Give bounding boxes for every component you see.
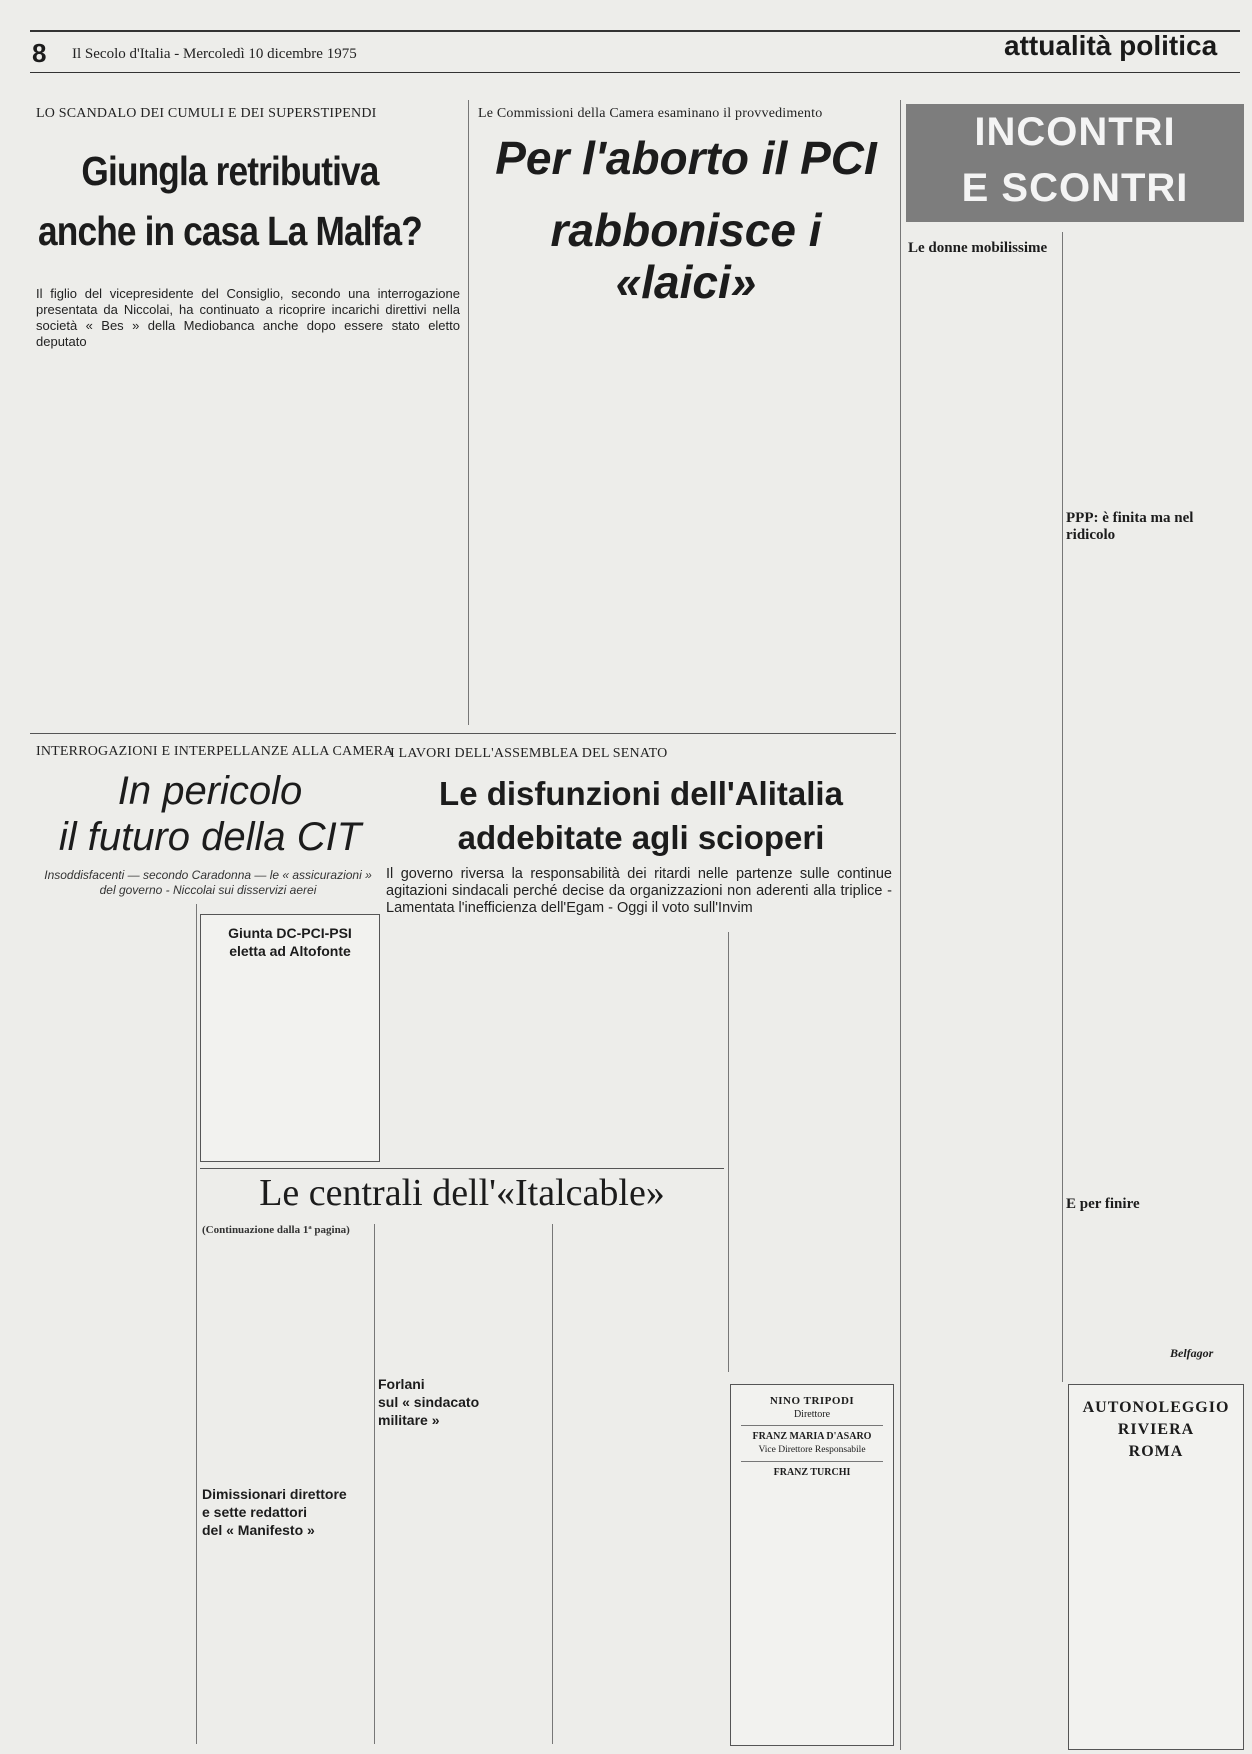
colophon-director-name: NINO TRIPODI [769,1395,855,1407]
headline-alitalia-2: addebitate agli scioperi [457,819,825,856]
headline-aborto-2: rabbonisce i «laici» [550,204,822,308]
rubrica-item3-title: E per finire [1066,1196,1140,1212]
rubrica-title-1: INCONTRI [974,110,1176,154]
body-italcable-col1 [202,1240,370,1470]
advert-box [1068,1384,1244,1750]
body-italcable-col3 [556,1224,724,1544]
body-aborto-col1 [486,268,614,708]
headline-aborto-1: Per l'aborto il PCI [495,132,877,184]
italcable-continuation: (Continuazione dalla 1ª pagina) [202,1224,350,1236]
column-divider [468,100,469,725]
colophon-details [739,1487,885,1739]
forlani-text [378,1436,546,1736]
advert-line2: RIVIERA [1117,1421,1195,1438]
forlani-title-1: Forlani [378,1376,425,1392]
deck-cit: Insoddisfacenti — secondo Caradonna — le « assicurazioni » del governo - Niccolai sui disservizi aerei [44,868,372,897]
body-alitalia-col2 [562,932,724,1160]
headline-alitalia-1: Le disfunzioni dell'Alitalia [439,775,843,812]
rubrica-col2-text-c [1066,1218,1236,1338]
colophon-divider [741,1425,883,1426]
column-divider [728,932,729,1372]
column-divider [552,1224,553,1744]
body-alitalia-col1 [390,932,552,1160]
header-rule [30,72,1240,73]
deck-alitalia: Il governo riversa la responsabilità dei ritardi nelle partenze sulle continue agitazioni sindacali perché decise da organizzazioni non aderenti alla triplice - Lamentata l'inefficienza dell'Egam - Oggi il voto sull'Invim [386,866,892,916]
section-title: attualità politica [1004,30,1218,61]
rubrica-title-2: E SCONTRI [961,166,1189,210]
column-divider [374,1224,375,1744]
headline-cumuli-1: Giungla retributiva [81,148,379,194]
rubrica-col2-text-b [1066,548,1236,1188]
rubrica-signature: Belfagor [1170,1346,1214,1360]
colophon-box [730,1384,894,1746]
rubrica-item2-title: PPP: è finita ma nel ridicolo [1066,510,1194,543]
box-giunta [200,914,380,1162]
colophon-manager-role: Vice Direttore Responsabile [758,1445,866,1455]
giunta-text [209,969,371,1155]
body-cumuli-col2 [248,352,460,712]
headline-italcable: Le centrali dell'«Italcable» [259,1172,665,1214]
colophon-third-name: FRANZ TURCHI [773,1467,851,1478]
body-aborto-col3 [758,268,888,708]
column-divider [1062,232,1063,1382]
manifesto-title-3: del « Manifesto » [202,1522,315,1538]
forlani-title-3: militare » [378,1412,440,1428]
giunta-title-1: Giunta DC-PCI-PSI [228,925,352,941]
advert-details [1077,1475,1235,1741]
box-manifesto [202,1480,370,1744]
forlani-title-2: sul « sindacato [378,1394,480,1410]
manifesto-title-1: Dimissionari direttore [202,1486,347,1502]
colophon-director-role: Direttore [793,1409,831,1420]
section-rule [200,1168,724,1169]
masthead: Il Secolo d'Italia - Mercoledì 10 dicembre 1975 [72,46,357,62]
rubrica-col1-text-b [908,806,1058,1746]
colophon-manager-name: FRANZ MARIA D'ASARO [752,1431,872,1442]
manifesto-title-2: e sette redattori [202,1504,308,1520]
rubrica-col1-text-a [908,280,1058,800]
body-aborto-col2 [622,268,750,708]
advert-line3: ROMA [1128,1443,1184,1460]
kicker-cit: INTERROGAZIONI E INTERPELLANZE ALLA CAMERA [36,744,394,759]
column-divider [196,904,197,1744]
colophon-divider [741,1461,883,1462]
advert-line1: AUTONOLEGGIO [1082,1399,1230,1416]
section-rule [30,733,896,734]
giunta-title-2: eletta ad Altofonte [229,943,351,959]
body-italcable-col2 [378,1224,548,1364]
body-alitalia-col3 [734,932,894,1376]
headline-cit-1: In pericolo [117,769,303,813]
manifesto-text [202,1548,368,1738]
rubrica-banner [906,104,1244,222]
column-divider [900,100,901,1750]
kicker-cumuli: LO SCANDALO DEI CUMULI E DEI SUPERSTIPENDI [36,106,377,121]
page-number: 8 [32,38,47,68]
headline-cumuli-2: anche in casa La Malfa? [38,208,422,254]
headline-cit-2: il futuro della CIT [58,815,362,859]
box-forlani [378,1372,548,1742]
body-italcable-footnote [556,1552,724,1742]
deck-cumuli: Il figlio del vicepresidente del Consiglio, secondo una interrogazione presentata da Niccolai, ha continuato a ricoprire incarichi direttivi nella società « Bes » della Mediobanca anche dopo essere stato eletto deputato [36,286,460,349]
body-cumuli-col1 [36,352,238,712]
rubrica-item1-title: Le donne mobilissime [908,240,1048,256]
kicker-alitalia: I LAVORI DELL'ASSEMBLEA DEL SENATO [390,746,668,761]
body-cit [36,904,188,1744]
rubrica-col2-text-a [1066,232,1236,500]
kicker-aborto: Le Commissioni della Camera esaminano il provvedimento [478,106,823,121]
